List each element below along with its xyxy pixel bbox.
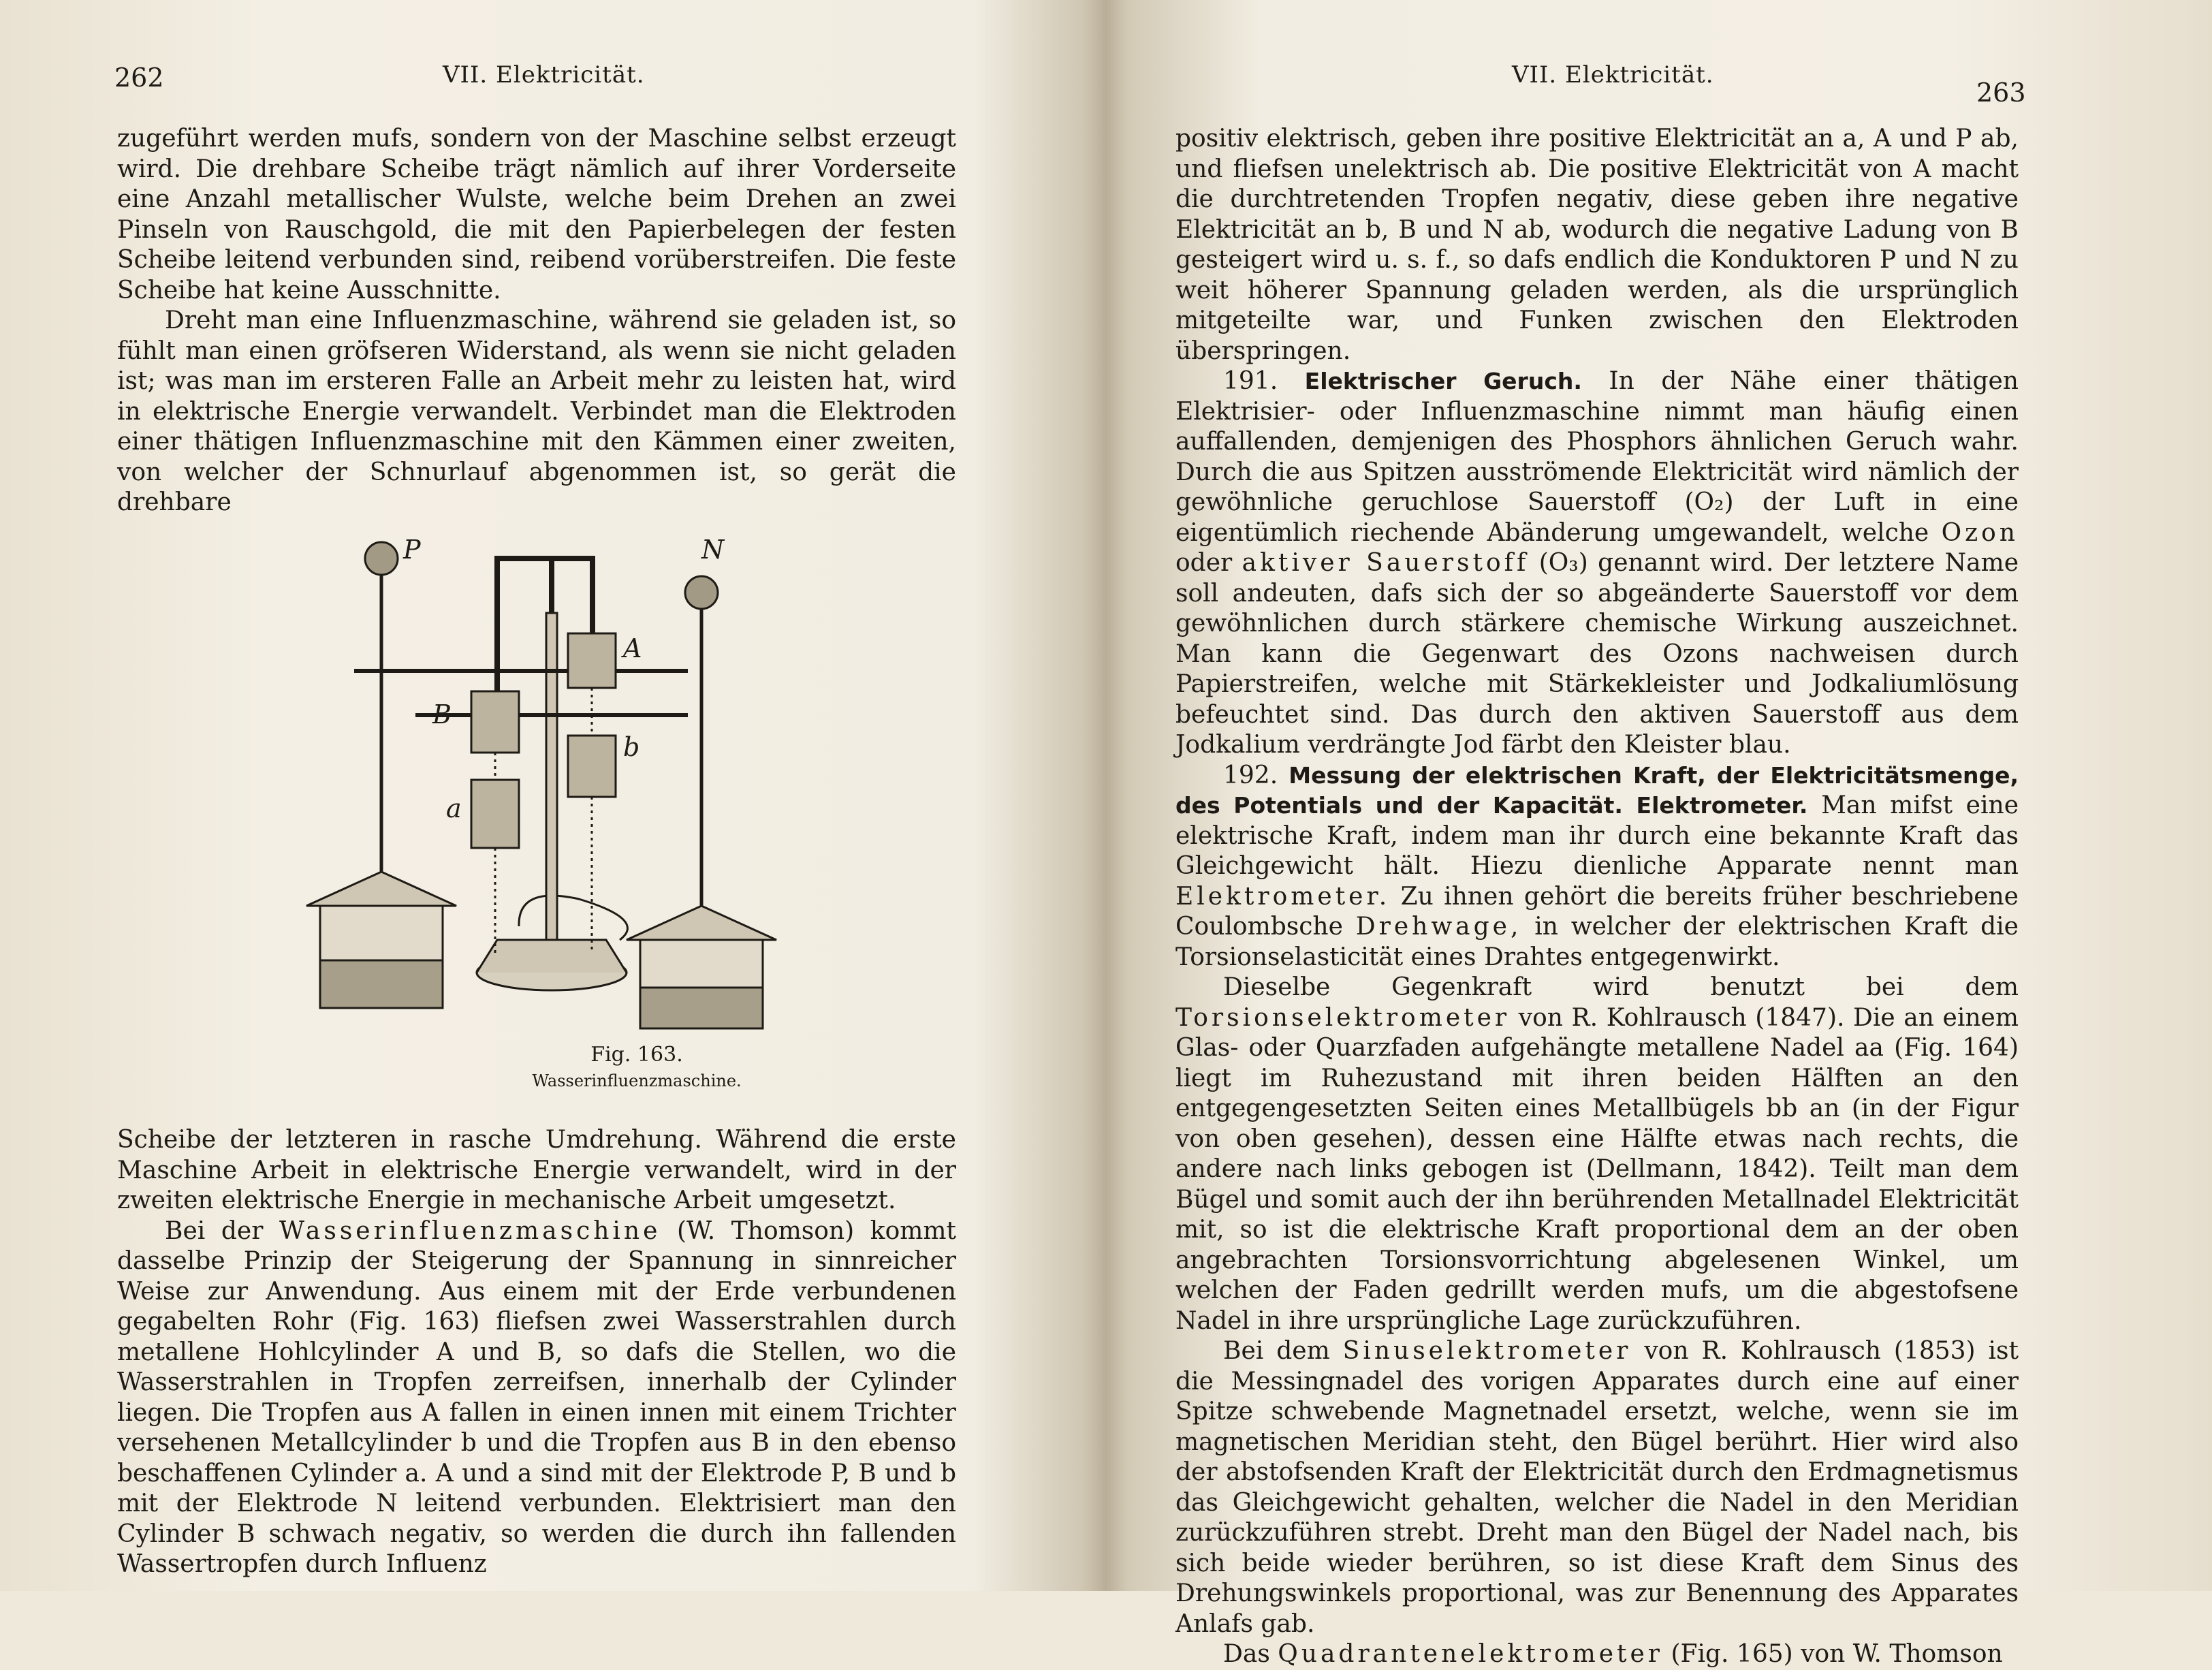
left-column-top (117, 124, 956, 518)
section-191: 191. Elektrischer Geruch. In der Nähe einer thätigen Elektrisier- oder Influenzmaschine nimmt man häufig einen auffallenden, demjenigen des Phosphors ähnlichen Geruch wahr. Durch die aus Spitzen ausströmende Elektricität wird nämlich der gewöhnliche geruchlose Sauerstoff (O₂) der Luft in eine eigentümlich riechende Abänderung umgewandelt, welche Ozon oder aktiver Sauerstoff (O₃) genannt wird. Der letztere Name soll andeuten, dafs sich der so abgeänderte Sauerstoff vor dem gewöhnlichen durch stärkere chemische Wirkung auszeichnet. Man kann die Gegenwart des Ozons nachweisen durch Papierstreifen, welche mit Stärkekleister und Jodkaliumlösung befeuchtet sind. Das durch den aktiven Sauerstoff aus dem Jodkalium verdrängte Jod färbt den Kleister blau. (1175, 367, 2019, 759)
left-column-bottom (117, 1125, 956, 1580)
paragraph: Bei der Wasserinfluenzmaschine (W. Thomson) kommt dasselbe Prinzip der Steigerung der Spannung in sinnreicher Weise zur Anwendung. Aus einem mit der Erde verbundenen gegabelten Rohr (Fig. 163) fliefsen zwei Wasserstrahlen durch metallene Hohlcylinder A und B, so dafs die Stellen, wo die Wasserstrahlen in Tropfen zerreifsen, innerhalb der Cylinder liegen. Die Tropfen aus A fallen in einen innen mit einem Trichter versehenen Metallcylinder b und die Tropfen aus B in den ebenso beschaffenen Cylinder a. A und a sind mit der Elektrode P, B und b mit der Elektrode N leitend verbunden. Elektrisiert man den Cylinder B schwach negativ, so werden die durch ihn fallenden Wassertropfen durch Influenz (117, 1216, 956, 1578)
paragraph: Dieselbe Gegenkraft wird benutzt bei dem Torsionselektrometer von R. Kohlrausch (1847). Die an einem Glas- oder Quarzfaden aufgehängte metallene Nadel aa (Fig. 164) liegt im Ruhezustand mit ihren beiden Hälften an den entgegengesetzten Seiten eines Metallbügels bb an (in der Figur von oben gesehen), dessen eine Hälfte etwas nach rechts, die andere nach links gebogen ist (Dellmann, 1842). Teilt man dem Bügel und somit auch der ihn berührenden Metallnadel Elektricität mit, so ist die elektrische Kraft proportional dem an der oben angebrachten Torsionsvorrichtung abgelesenen Winkel, um welchen der Faden gedrillt werden mufs, um die abgestofsene Nadel in ihre ursprüngliche Lage zurückzuführen. (1175, 973, 2019, 1335)
term: Wasserinfluenzmaschine (279, 1216, 661, 1245)
label-b: b (623, 732, 640, 762)
page-number: 262 (114, 63, 164, 93)
left-page (0, 0, 1106, 1591)
right-page (1106, 0, 2212, 1668)
term: Ozon (1941, 518, 2019, 547)
paragraph: positiv elektrisch, geben ihre positive Elektricität an a, A und P ab, und fliefsen unelektrisch ab. Die positive Elektricität von A macht die durchtretenden Tropfen negativ, diese geben ihre negative Elektricität an b, B und N ab, wodurch die negative Ladung von B gesteigert wird u. s. f., so dafs endlich die Konduktoren P und N zu weit höherer Spannung geladen werden, als die ursprünglich mitgeteilte war, und Funken zwischen den Elektroden überspringen. (1175, 125, 2019, 365)
figure-number: Fig. 163. (590, 1043, 683, 1067)
running-head: VII. Elektricität. (1512, 61, 1714, 89)
paragraph: zugeführt werden mufs, sondern von der Maschine selbst erzeugt wird. Die drehbare Scheibe trägt nämlich auf ihrer Vorderseite eine Anzahl metallischer Wulste, welche beim Drehen an zwei Pinseln von Rauschgold, die mit den Papierbelegen der festen Scheibe leitend verbunden sind, reibend vorüberstreifen. Die feste Scheibe hat keine Ausschnitte. (117, 125, 956, 304)
right-column (1175, 124, 2019, 1670)
figure-caption: Wasserinfluenzmaschine. (532, 1071, 742, 1090)
term: Drehwage, (1355, 913, 1522, 941)
paragraph: Scheibe der letzteren in rasche Umdrehung. Während die erste Maschine Arbeit in elektrische Energie verwandelt, wird in der zweiten elektrische Energie in mechanische Arbeit umgesetzt. (117, 1126, 956, 1214)
term: Sinuselektrometer (1342, 1337, 1632, 1365)
label-B: B (432, 699, 452, 729)
label-N: N (701, 535, 725, 565)
water-influence-machine-illustration (293, 518, 981, 1035)
paragraph: Bei dem Sinuselektrometer von R. Kohlrausch (1853) ist die Messingnadel des vorigen Apparates durch eine auf einer Spitze schwebende Magnetnadel ersetzt, welche, wenn sie im magnetischen Meridian steht, den Bügel berührt. Hier wird also der abstofsenden Kraft der Elektricität durch den Erdmagnetismus das Gleichgewicht gehalten, welcher die Nadel in den Meridian zurückzuführen strebt. Dreht man den Bügel der Nadel nach, bis sich beide wieder berühren, so ist diese Kraft dem Sinus des Drehungswinkels proportional, was zur Benennung des Apparates Anlafs gab. (1175, 1337, 2019, 1638)
label-A: A (623, 633, 642, 663)
term: Quadrantenelektrometer (1278, 1640, 1663, 1668)
section-title: Messung der elektrischen Kraft, der Elektricitätsmenge, des Potentials und der Kapacität. Elektrometer. (1175, 761, 2019, 819)
page-number: 263 (1976, 78, 2026, 108)
paragraph: Das Quadrantenelektrometer (Fig. 165) von W. Thomson (1223, 1640, 2003, 1668)
label-P: P (403, 535, 421, 565)
label-a: a (446, 793, 462, 823)
term: aktiver Sauerstoff (1242, 549, 1530, 577)
figure-163 (293, 518, 981, 1035)
section-192: 192. Messung der elektrischen Kraft, der Elektricitätsmenge, des Potentials und der Kapacität. Elektrometer. Man mifst eine elektrische Kraft, indem man ihr durch eine bekannte Kraft das Gleichgewicht hält. Hiezu dienliche Apparate nennt man Elektrometer. Zu ihnen gehört die bereits früher beschriebene Coulombsche Drehwage, in welcher der elektrischen Kraft die Torsionselasticität eines Drahtes entgegenwirkt. (1175, 761, 2019, 971)
running-head: VII. Elektricität. (443, 61, 645, 89)
section-title: Elektrischer Geruch. (1304, 368, 1582, 394)
term: Elektrometer. (1175, 882, 1391, 911)
term: Torsionselektrometer (1175, 1003, 1511, 1032)
paragraph: Dreht man eine Influenzmaschine, während sie geladen ist, so fühlt man einen gröfseren Widerstand, als wenn sie nicht geladen ist; was man im ersteren Falle an Arbeit mehr zu leisten hat, wird in elektrische Energie verwandelt. Verbindet man die Elektroden einer thätigen Influenzmaschine mit den Kämmen einer zweiten, von welcher der Schnurlauf abgenommen ist, so gerät die drehbare (117, 306, 956, 516)
